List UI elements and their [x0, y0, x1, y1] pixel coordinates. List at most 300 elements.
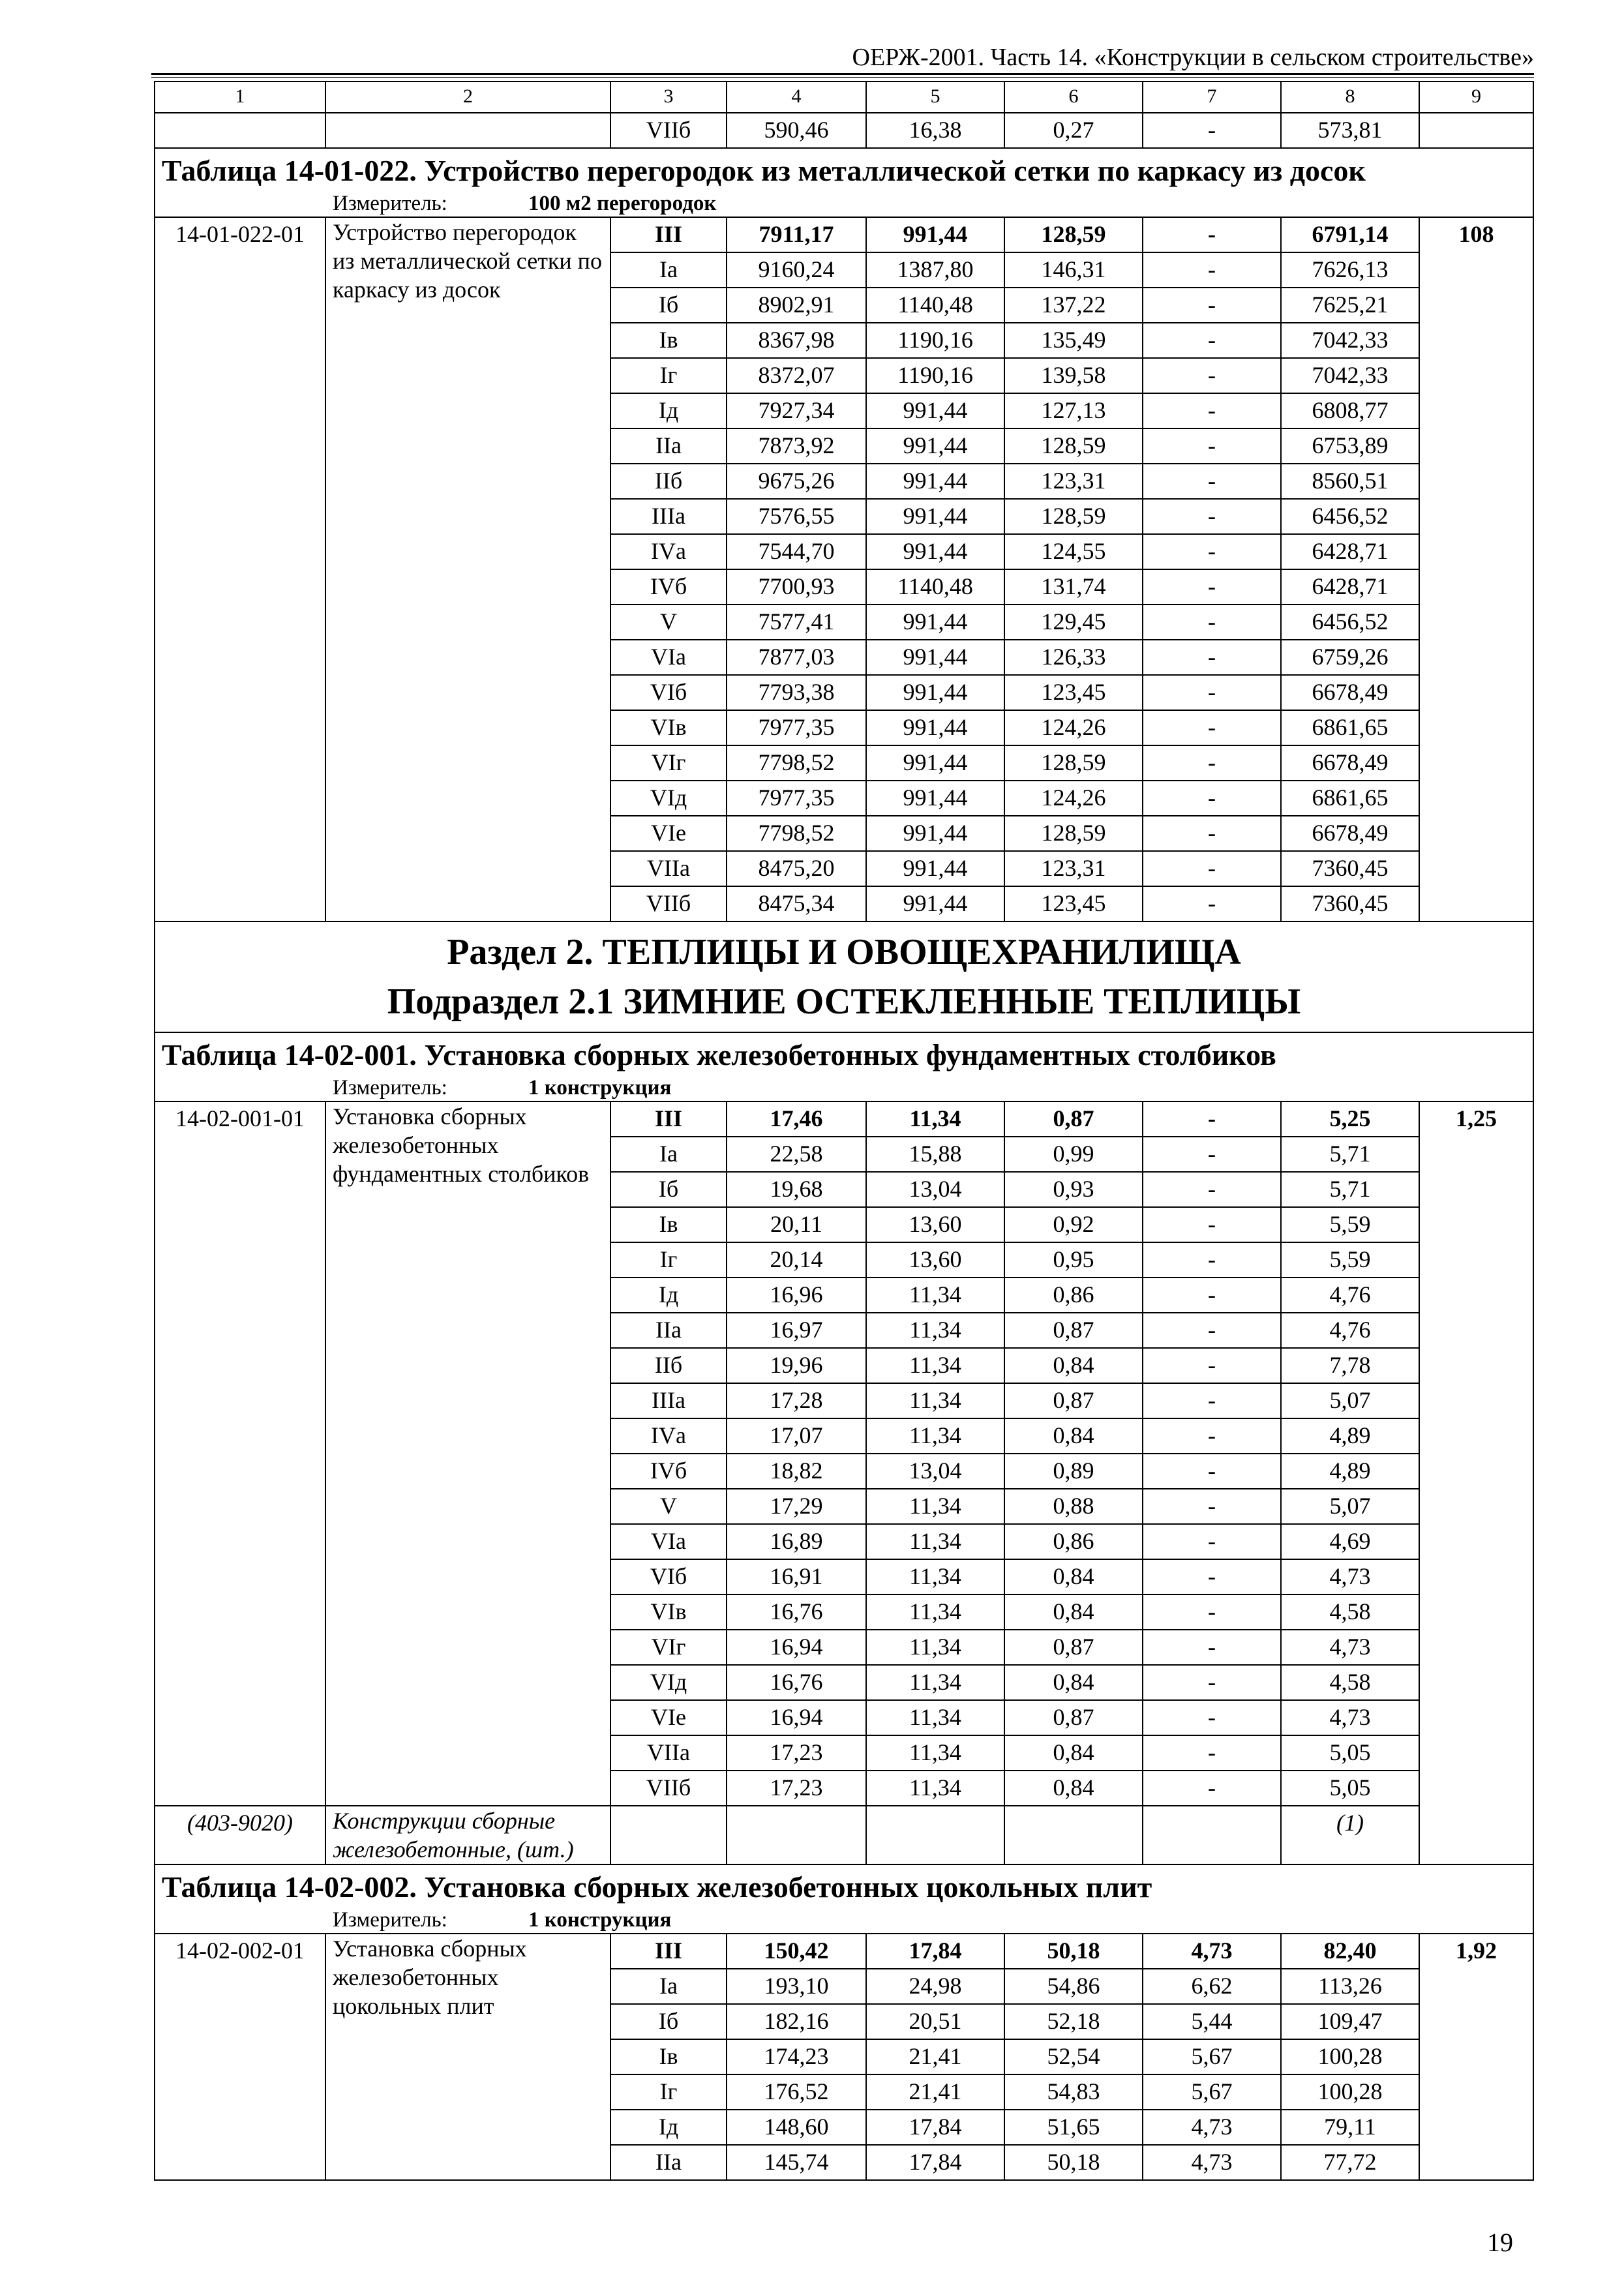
value-cell: 573,81 [1281, 113, 1419, 148]
value-cell: 0,87 [1004, 1700, 1143, 1735]
value-cell: 6861,65 [1281, 710, 1419, 745]
value-cell: 6,62 [1143, 1969, 1281, 2004]
value-cell: 11,34 [866, 1559, 1004, 1594]
value-cell: 193,10 [727, 1969, 866, 2004]
value-cell: 148,60 [727, 2110, 866, 2145]
value-cell: 17,07 [727, 1418, 866, 1454]
value-cell: 7927,34 [727, 393, 866, 428]
value-cell: 1190,16 [866, 323, 1004, 358]
value-cell: 0,87 [1004, 1383, 1143, 1418]
zone-cell: Iд [610, 1278, 727, 1313]
value-cell: 0,87 [1004, 1313, 1143, 1348]
value-cell [1004, 1806, 1143, 1864]
value-cell: 0,87 [1004, 1630, 1143, 1665]
value-cell: 21,41 [866, 2039, 1004, 2074]
zone-cell: VIIб [610, 1771, 727, 1806]
zone-cell: Iв [610, 2039, 727, 2074]
value-cell: 0,84 [1004, 1594, 1143, 1630]
value-cell: 4,69 [1281, 1524, 1419, 1559]
value-cell: 4,73 [1281, 1700, 1419, 1735]
value-cell: 174,23 [727, 2039, 866, 2074]
value-cell: 7977,35 [727, 781, 866, 816]
value-cell: 0,89 [1004, 1454, 1143, 1489]
value-cell: 0,84 [1004, 1348, 1143, 1383]
header-rule-thin [151, 77, 1534, 78]
value-cell: 4,73 [1143, 2110, 1281, 2145]
unit-label: Измеритель: [333, 1908, 447, 1932]
name-cell: Установка сборных железобетонных фундаментных столбиков [325, 1101, 610, 1806]
zone-cell: IVб [610, 569, 727, 605]
column-number: 7 [1143, 82, 1281, 113]
value-cell: 4,73 [1143, 1934, 1281, 1969]
value-cell: 123,31 [1004, 464, 1143, 499]
table-row [155, 217, 1533, 252]
section-row [155, 921, 1533, 1032]
col9-cell: 1,92 [1419, 1934, 1533, 2180]
value-cell: - [1143, 252, 1281, 288]
value-cell: 4,89 [1281, 1418, 1419, 1454]
value-cell: 17,46 [727, 1101, 866, 1137]
value-cell: 991,44 [866, 464, 1004, 499]
column-number: 6 [1004, 82, 1143, 113]
table-title-row [155, 1864, 1533, 1934]
estimate-table [154, 81, 1534, 2181]
value-cell: 11,34 [866, 1383, 1004, 1418]
value-cell: 11,34 [866, 1278, 1004, 1313]
zone-cell: V [610, 605, 727, 640]
value-cell: - [1143, 113, 1281, 148]
value-cell: 5,71 [1281, 1137, 1419, 1172]
code-cell: 14-02-002-01 [155, 1934, 325, 2180]
value-cell: 131,74 [1004, 569, 1143, 605]
zone-cell: VIг [610, 1630, 727, 1665]
resource-quantity: (1) [1281, 1806, 1419, 1864]
section-heading [155, 921, 1533, 1032]
value-cell: 8902,91 [727, 288, 866, 323]
value-cell: 16,94 [727, 1630, 866, 1665]
value-cell: 6791,14 [1281, 217, 1419, 252]
value-cell: 0,92 [1004, 1207, 1143, 1242]
value-cell: 991,44 [866, 393, 1004, 428]
value-cell: 54,86 [1004, 1969, 1143, 2004]
table-title: Таблица 14-01-022. Устройство перегородок из металлической сетки по каркасу из досок [162, 154, 1366, 187]
value-cell: 21,41 [866, 2074, 1004, 2110]
value-cell: 19,68 [727, 1172, 866, 1207]
value-cell: - [1143, 675, 1281, 710]
zone-cell: IIа [610, 428, 727, 464]
value-cell: 0,84 [1004, 1771, 1143, 1806]
value-cell: 0,27 [1004, 113, 1143, 148]
value-cell: 7877,03 [727, 640, 866, 675]
value-cell: 15,88 [866, 1137, 1004, 1172]
value-cell: 128,59 [1004, 217, 1143, 252]
value-cell: 0,86 [1004, 1524, 1143, 1559]
value-cell: 129,45 [1004, 605, 1143, 640]
value-cell: 16,76 [727, 1665, 866, 1700]
value-cell: 5,44 [1143, 2004, 1281, 2039]
table-row [155, 1101, 1533, 1137]
zone-cell: III [610, 1101, 727, 1137]
value-cell: 11,34 [866, 1630, 1004, 1665]
zone-cell: Iа [610, 252, 727, 288]
value-cell: 4,73 [1143, 2145, 1281, 2180]
page-number: 19 [1487, 2228, 1513, 2257]
value-cell: - [1143, 1771, 1281, 1806]
value-cell: - [1143, 358, 1281, 393]
value-cell [866, 1806, 1004, 1864]
value-cell: 7798,52 [727, 816, 866, 851]
value-cell: 11,34 [866, 1418, 1004, 1454]
value-cell: 126,33 [1004, 640, 1143, 675]
value-cell: 123,45 [1004, 675, 1143, 710]
value-cell: 7576,55 [727, 499, 866, 534]
value-cell: - [1143, 393, 1281, 428]
column-number: 5 [866, 82, 1004, 113]
value-cell: 7042,33 [1281, 323, 1419, 358]
value-cell: 13,60 [866, 1207, 1004, 1242]
value-cell: 17,84 [866, 1934, 1004, 1969]
value-cell: 8367,98 [727, 323, 866, 358]
value-cell: 124,26 [1004, 710, 1143, 745]
resource-row [155, 1806, 1533, 1864]
value-cell: - [1143, 1418, 1281, 1454]
value-cell: - [1143, 1454, 1281, 1489]
value-cell: 5,05 [1281, 1771, 1419, 1806]
value-cell: 8475,20 [727, 851, 866, 886]
section-title: Раздел 2. ТЕПЛИЦЫ И ОВОЩЕХРАНИЛИЩА [447, 932, 1241, 972]
value-cell: - [1143, 1348, 1281, 1383]
resource-name: Конструкции сборные железобетонные, (шт.) [325, 1806, 610, 1864]
zone-cell: VIIа [610, 1735, 727, 1771]
unit-value: 1 конструкция [528, 1076, 672, 1100]
value-cell: 7700,93 [727, 569, 866, 605]
value-cell: 0,88 [1004, 1489, 1143, 1524]
value-cell: 8372,07 [727, 358, 866, 393]
value-cell: 82,40 [1281, 1934, 1419, 1969]
value-cell: 4,73 [1281, 1559, 1419, 1594]
value-cell: 991,44 [866, 499, 1004, 534]
value-cell: 9675,26 [727, 464, 866, 499]
value-cell: 79,11 [1281, 2110, 1419, 2145]
value-cell: 991,44 [866, 710, 1004, 745]
value-cell: 13,04 [866, 1454, 1004, 1489]
value-cell: 139,58 [1004, 358, 1143, 393]
value-cell: 6428,71 [1281, 534, 1419, 569]
value-cell: 991,44 [866, 675, 1004, 710]
value-cell: 991,44 [866, 428, 1004, 464]
value-cell: - [1143, 1172, 1281, 1207]
value-cell: - [1143, 217, 1281, 252]
value-cell: 6808,77 [1281, 393, 1419, 428]
table-title: Таблица 14-02-001. Установка сборных железобетонных фундаментных столбиков [162, 1038, 1276, 1071]
value-cell: 176,52 [727, 2074, 866, 2110]
value-cell: 16,89 [727, 1524, 866, 1559]
value-cell: 5,07 [1281, 1383, 1419, 1418]
zone-cell: IIIа [610, 499, 727, 534]
value-cell: 590,46 [727, 113, 866, 148]
value-cell: - [1143, 745, 1281, 781]
value-cell: 6456,52 [1281, 499, 1419, 534]
value-cell: 123,31 [1004, 851, 1143, 886]
value-cell: 7911,17 [727, 217, 866, 252]
unit-line [162, 1907, 1526, 1933]
value-cell: 991,44 [866, 781, 1004, 816]
zone-cell: Iа [610, 1969, 727, 2004]
value-cell: 50,18 [1004, 2145, 1143, 2180]
value-cell [1143, 1806, 1281, 1864]
value-cell: 7626,13 [1281, 252, 1419, 288]
value-cell: 123,45 [1004, 886, 1143, 921]
zone-cell: VIIб [610, 886, 727, 921]
value-cell: - [1143, 1489, 1281, 1524]
value-cell: 17,29 [727, 1489, 866, 1524]
value-cell: 5,67 [1143, 2074, 1281, 2110]
name-cell: Устройство перегородок из металлической сетки по каркасу из досок [325, 217, 610, 921]
value-cell: 124,55 [1004, 534, 1143, 569]
value-cell: 54,83 [1004, 2074, 1143, 2110]
value-cell: - [1143, 1630, 1281, 1665]
value-cell [727, 1806, 866, 1864]
value-cell: 128,59 [1004, 428, 1143, 464]
table-title-cell [155, 1032, 1533, 1101]
value-cell: 11,34 [866, 1665, 1004, 1700]
value-cell: 0,93 [1004, 1172, 1143, 1207]
value-cell: - [1143, 1524, 1281, 1559]
value-cell: 127,13 [1004, 393, 1143, 428]
value-cell: 1140,48 [866, 569, 1004, 605]
subsection-title: Подраздел 2.1 ЗИМНИЕ ОСТЕКЛЕННЫЕ ТЕПЛИЦЫ [387, 981, 1301, 1022]
value-cell: 113,26 [1281, 1969, 1419, 2004]
value-cell: 6678,49 [1281, 816, 1419, 851]
value-cell: 128,59 [1004, 499, 1143, 534]
value-cell: - [1143, 1665, 1281, 1700]
value-cell: 145,74 [727, 2145, 866, 2180]
value-cell: - [1143, 816, 1281, 851]
value-cell: - [1143, 1278, 1281, 1313]
value-cell: 5,67 [1143, 2039, 1281, 2074]
column-number-row [155, 82, 1533, 113]
unit-line [162, 190, 1526, 217]
value-cell: 7544,70 [727, 534, 866, 569]
resource-code: (403-9020) [155, 1806, 325, 1864]
value-cell: 11,34 [866, 1700, 1004, 1735]
zone-cell: VIе [610, 1700, 727, 1735]
value-cell: 7625,21 [1281, 288, 1419, 323]
value-cell: 77,72 [1281, 2145, 1419, 2180]
value-cell: - [1143, 1383, 1281, 1418]
table-title-row [155, 148, 1533, 217]
name-cell [325, 113, 610, 148]
value-cell: 182,16 [727, 2004, 866, 2039]
value-cell: 0,84 [1004, 1735, 1143, 1771]
column-number: 9 [1419, 82, 1533, 113]
value-cell: 1140,48 [866, 288, 1004, 323]
column-number: 4 [727, 82, 866, 113]
value-cell: - [1143, 1735, 1281, 1771]
value-cell: 17,28 [727, 1383, 866, 1418]
value-cell: 17,23 [727, 1735, 866, 1771]
column-number: 2 [325, 82, 610, 113]
value-cell: 16,96 [727, 1278, 866, 1313]
unit-label: Измеритель: [333, 1076, 447, 1100]
unit-label: Измеритель: [333, 192, 447, 215]
value-cell: 16,76 [727, 1594, 866, 1630]
value-cell: 991,44 [866, 745, 1004, 781]
value-cell: - [1143, 1313, 1281, 1348]
table-title-row [155, 1032, 1533, 1101]
value-cell: 4,76 [1281, 1278, 1419, 1313]
value-cell: 4,89 [1281, 1454, 1419, 1489]
zone-cell: V [610, 1489, 727, 1524]
zone-cell: IIа [610, 2145, 727, 2180]
zone-cell: III [610, 217, 727, 252]
zone-cell: VIе [610, 816, 727, 851]
table-title: Таблица 14-02-002. Установка сборных железобетонных цокольных плит [162, 1870, 1152, 1904]
value-cell: - [1143, 1594, 1281, 1630]
zone-cell: IVа [610, 1418, 727, 1454]
zone-cell: Iг [610, 1242, 727, 1278]
col9-cell: 108 [1419, 217, 1533, 921]
zone-cell: VIд [610, 781, 727, 816]
value-cell: 137,22 [1004, 288, 1143, 323]
zone-cell: Iб [610, 288, 727, 323]
zone-cell: VIг [610, 745, 727, 781]
value-cell: 4,58 [1281, 1665, 1419, 1700]
value-cell: 124,26 [1004, 781, 1143, 816]
value-cell: - [1143, 1242, 1281, 1278]
value-cell: - [1143, 1207, 1281, 1242]
value-cell: 6678,49 [1281, 675, 1419, 710]
zone-cell: VIб [610, 1559, 727, 1594]
value-cell: 18,82 [727, 1454, 866, 1489]
value-cell: 17,84 [866, 2110, 1004, 2145]
value-cell: 0,86 [1004, 1278, 1143, 1313]
name-cell: Установка сборных железобетонных цокольных плит [325, 1934, 610, 2180]
value-cell: 24,98 [866, 1969, 1004, 2004]
value-cell: 6861,65 [1281, 781, 1419, 816]
zone-cell: Iд [610, 2110, 727, 2145]
value-cell: 7977,35 [727, 710, 866, 745]
value-cell: 50,18 [1004, 1934, 1143, 1969]
value-cell: - [1143, 710, 1281, 745]
table-row [155, 1934, 1533, 1969]
column-number: 1 [155, 82, 325, 113]
value-cell: 20,51 [866, 2004, 1004, 2039]
value-cell: 5,05 [1281, 1735, 1419, 1771]
value-cell: - [1143, 851, 1281, 886]
value-cell: 4,58 [1281, 1594, 1419, 1630]
zone-cell: IVб [610, 1454, 727, 1489]
unit-line [162, 1075, 1526, 1101]
value-cell: 150,42 [727, 1934, 866, 1969]
zone-cell: IIб [610, 464, 727, 499]
zone-cell: VIа [610, 640, 727, 675]
value-cell: 146,31 [1004, 252, 1143, 288]
value-cell: 991,44 [866, 640, 1004, 675]
value-cell: 4,76 [1281, 1313, 1419, 1348]
zone-cell: Iг [610, 358, 727, 393]
value-cell: 1190,16 [866, 358, 1004, 393]
value-cell: 11,34 [866, 1348, 1004, 1383]
value-cell: 8560,51 [1281, 464, 1419, 499]
value-cell: 6678,49 [1281, 745, 1419, 781]
value-cell: 52,54 [1004, 2039, 1143, 2074]
value-cell: 19,96 [727, 1348, 866, 1383]
col9-cell: 1,25 [1419, 1101, 1533, 1864]
value-cell: 128,59 [1004, 816, 1143, 851]
value-cell: 100,28 [1281, 2074, 1419, 2110]
code-cell: 14-02-001-01 [155, 1101, 325, 1806]
column-number: 8 [1281, 82, 1419, 113]
zone-cell: VIб [610, 675, 727, 710]
value-cell: 13,04 [866, 1172, 1004, 1207]
zone-cell: VIа [610, 1524, 727, 1559]
value-cell: - [1143, 1700, 1281, 1735]
value-cell: 11,34 [866, 1524, 1004, 1559]
value-cell: 11,34 [866, 1771, 1004, 1806]
unit-value: 100 м2 перегородок [528, 192, 717, 215]
value-cell: 8475,34 [727, 886, 866, 921]
value-cell: 5,07 [1281, 1489, 1419, 1524]
unit-value: 1 конструкция [528, 1908, 672, 1932]
value-cell: 7873,92 [727, 428, 866, 464]
value-cell: 20,14 [727, 1242, 866, 1278]
value-cell: 16,38 [866, 113, 1004, 148]
value-cell: 7360,45 [1281, 851, 1419, 886]
zone-cell: Iд [610, 393, 727, 428]
value-cell: 5,25 [1281, 1101, 1419, 1137]
value-cell: 991,44 [866, 816, 1004, 851]
zone-cell: Iв [610, 1207, 727, 1242]
column-number: 3 [610, 82, 727, 113]
value-cell: 11,34 [866, 1489, 1004, 1524]
value-cell: 7042,33 [1281, 358, 1419, 393]
value-cell: 6428,71 [1281, 569, 1419, 605]
zone-cell: VIв [610, 710, 727, 745]
value-cell: 100,28 [1281, 2039, 1419, 2074]
value-cell: - [1143, 781, 1281, 816]
value-cell: 991,44 [866, 217, 1004, 252]
value-cell: - [1143, 569, 1281, 605]
value-cell: 0,99 [1004, 1137, 1143, 1172]
value-cell: 109,47 [1281, 2004, 1419, 2039]
table-row [155, 113, 1533, 148]
value-cell: 9160,24 [727, 252, 866, 288]
zone-cell: IVа [610, 534, 727, 569]
value-cell: 20,11 [727, 1207, 866, 1242]
zone-cell: Iв [610, 323, 727, 358]
value-cell: - [1143, 886, 1281, 921]
value-cell: 13,60 [866, 1242, 1004, 1278]
value-cell: 6759,26 [1281, 640, 1419, 675]
value-cell: 5,59 [1281, 1242, 1419, 1278]
zone-cell: Iб [610, 2004, 727, 2039]
value-cell: 991,44 [866, 886, 1004, 921]
value-cell: - [1143, 1559, 1281, 1594]
value-cell: 7793,38 [727, 675, 866, 710]
value-cell: 52,18 [1004, 2004, 1143, 2039]
table-body [155, 82, 1533, 2180]
value-cell: - [1143, 323, 1281, 358]
value-cell: 5,71 [1281, 1172, 1419, 1207]
code-cell: 14-01-022-01 [155, 217, 325, 921]
zone-cell: IIа [610, 1313, 727, 1348]
zone-cell: IIIа [610, 1383, 727, 1418]
zone-cell: III [610, 1934, 727, 1969]
value-cell: 11,34 [866, 1735, 1004, 1771]
value-cell: 22,58 [727, 1137, 866, 1172]
value-cell: 16,91 [727, 1559, 866, 1594]
